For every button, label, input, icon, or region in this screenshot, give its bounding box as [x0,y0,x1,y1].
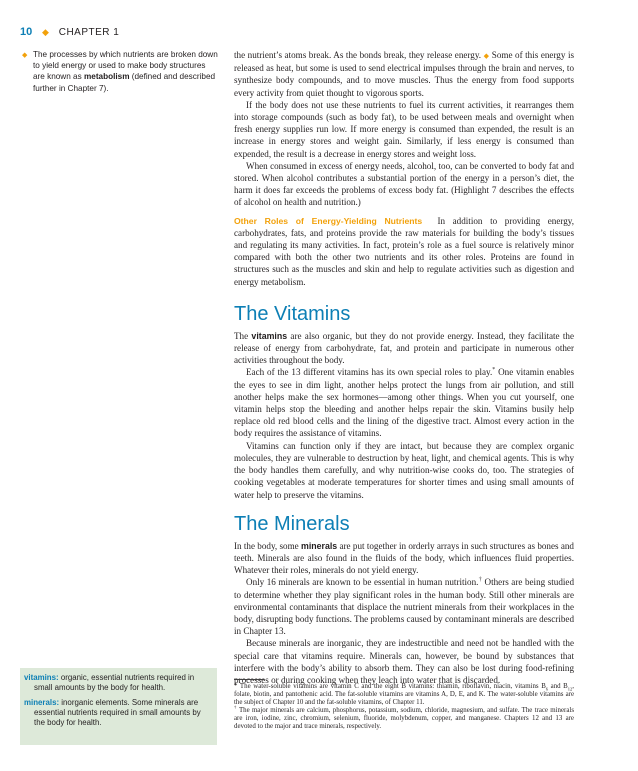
running-header [20,26,119,38]
paragraph [234,576,574,637]
glossary-term: minerals: [24,697,60,707]
paragraph [234,215,574,288]
paragraph-text: Some of this energy is released as heat, but some is used to send electrical impulses through the brain and nerves, to synthesize body compounds, and to move muscles. Thus the energy from food supports every activity from quiet thought to vigorous sports. [234,50,575,98]
glossary-definition: inorganic elements. Some minerals are essential nutrients required in small amounts by the body for health. [34,697,201,728]
footnote-marker: † [234,704,237,710]
margin-note-text-a: The processes by which nutrients are broken down to yield energy or used to make body structures are known as [33,50,218,82]
footnote-marker: * [492,367,496,374]
paragraph [234,330,574,367]
paragraph: Vitamins can function only if they are intact, but because they are complex organic molecules, they are vulnerable to destruction by heat, light, and chemical agents. This is why the body handles them carefully, and why nutrition-wise cooks do, too. The strategies of cooking vegetables at moderate temperatures for shorter times and using small amounts of water help to preserve the vitamins. [234,440,574,500]
key-term: minerals [301,540,338,551]
footnote-marker: * [234,683,238,690]
main-column [234,49,574,686]
paragraph-text: Others are being studied to determine whether they play significant roles in the human body. Still other minerals are environmental contaminants that displace the nutrient minerals from their workplaces in the body, disrupting body functions. The problems caused by contaminant minerals are described in Chapter 13. [234,577,575,637]
paragraph-text: In the body, some [234,540,301,551]
section-heading-vitamins: The Vitamins [234,302,351,325]
paragraph-text: the nutrient’s atoms break. As the bonds break, they release energy. [234,50,482,60]
paragraph-text: Each of the 13 different vitamins has its own special roles to play. [246,367,493,378]
glossary-entry [24,698,213,729]
subheading: Other Roles of Energy-Yielding Nutrients [234,215,423,226]
footnote [234,683,574,707]
paragraph-text: One vitamin enables the eyes to see in dim light, another helps protect the lungs from air pollution, and still another helps make the sex hormones—among other things. When you cut yourself, one vitamin helps stop the bleeding and another helps repair the skin. Vitamins busily help replace old red blood cells and the lining of the digestive tract. Almost every action in the body requires the assistance of vitamins. [234,367,574,439]
margin-note-text [22,49,218,94]
footnote-text: The water-soluble vitamins are vitamin C and the eight B vitamins: thiamin, riboflavin, niacin, vitamins B [237,683,546,690]
margin-note-term: metabolism [83,72,130,82]
section-heading-minerals: The Minerals [234,512,350,535]
paragraph [234,540,574,577]
chapter-label: CHAPTER 1 [58,27,120,38]
header-diamond-icon: ◆ [42,27,49,37]
page-number: 10 [20,26,33,38]
glossary-definition: organic, essential nutrients required in small amounts by the body for health. [34,673,195,693]
glossary-entry [24,673,213,694]
glossary-box [20,668,217,745]
footnote-text: , folate, biotin, and pantothenic acid. The fat-soluble vitamins are vitamins A, D, E, and K. The water-soluble vitamins are the subject of Chapter 10 and the fat-soluble vitamins, of Chapter 11. [234,683,574,707]
footnote-text: The major minerals are calcium, phosphorus, potassium, sodium, chloride, magnesium, and sulfate. The trace minerals are iron, iodine, zinc, chromium, selenium, fluoride, molybdenum, copper, and manganese. Chapters 12 and 13 are devoted to the major and trace minerals, respectively. [234,707,574,731]
paragraph [234,49,574,99]
glossary-term: vitamins: [24,673,59,682]
paragraph-text: Only 16 minerals are known to be essential in human nutrition. [246,577,479,588]
diamond-icon: ◆ [22,52,28,59]
subscript: 6 [545,686,549,692]
margin-note [22,49,218,94]
paragraph [234,366,574,439]
paragraph: If the body does not use these nutrients to fuel its current activities, it rearranges them into storage compounds (such as body fat), to be used between meals and overnight when fresh energy supplies run low. If more energy is consumed than expended, the result is an increase in energy stores and weight gain. Similarly, if less energy is consumed than expended, the result is a decrease in energy stores and weight loss. [234,99,574,159]
footnote-rule [234,679,264,680]
footnote [234,704,574,731]
footnote-text: and B [548,683,568,690]
key-term: vitamins [251,330,288,341]
footnote-marker: † [478,577,482,584]
paragraph: Because minerals are inorganic, they are indestructible and need not be handled with the special care that vitamins require. Minerals can, however, be bound by substances that interfere with the body’s ability to absorb them. They can also be lost during food-refining processes or during cooking when they leach into water that is discarded. [234,638,574,685]
paragraph-text: The [234,330,252,341]
margin-note-text-b: (defined and described further in Chapter 7). [33,72,216,93]
paragraph: When consumed in excess of energy needs, alcohol, too, can be converted to body fat and stored. When alcohol contributes a substantial portion of the energy in a person’s diet, the harm it does far exceeds the problems of excess body fat. (Highlight 7 describes the effects of alcohol on health and nutrition.) [234,160,574,208]
footnotes [234,679,574,732]
paragraph-text: In addition to providing energy, carbohydrates, fats, and proteins provide the raw materials for building the body’s tissues and regulating its many activities. In fact, protein’s role as a fuel source is relatively minor compared with both the other two nutrients and its other roles. Proteins are found in structures such as the muscles and skin and help to regulate activities such as digestion and energy metabolism. [234,215,575,287]
paragraph-text: are also organic, but they do not provide energy. Instead, they facilitate the release of energy from carbohydrate, fat, and protein and participate in numerous other activities throughout the body. [234,330,574,366]
diamond-icon: ◆ [483,52,490,60]
subscript: 12 [567,686,573,692]
paragraph-text: are put together in orderly arrays in such structures as bones and teeth. Minerals are also found in the fluids of the body, which influences fluid properties. Whatever their roles, minerals do not yield energy. [234,540,574,576]
